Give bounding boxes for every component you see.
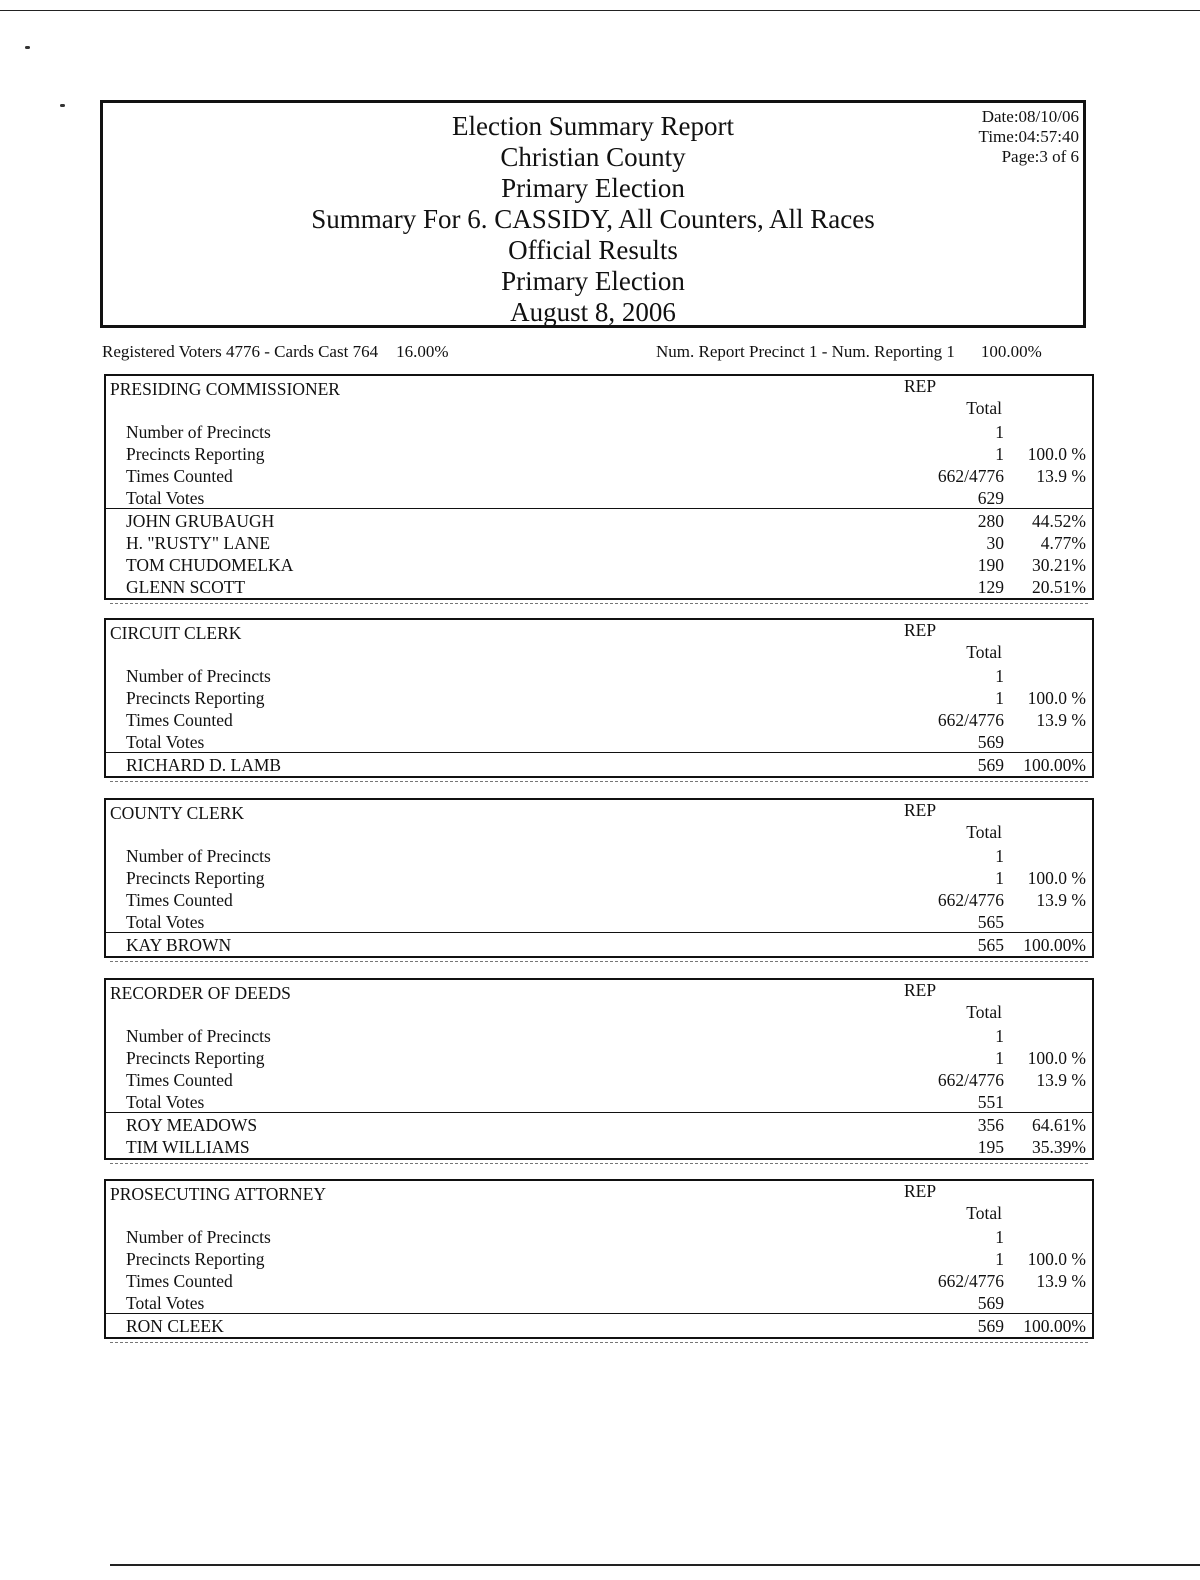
total-column-header: Total — [966, 398, 1002, 418]
race-rows — [106, 664, 1092, 775]
candidate-row — [106, 1135, 1092, 1157]
stat-row — [106, 464, 1092, 486]
race-rows — [106, 844, 1092, 955]
stat-row — [106, 420, 1092, 442]
stat-label: Times Counted — [126, 466, 233, 486]
party-label: REP — [904, 980, 937, 1000]
stat-value: 629 — [977, 488, 1004, 508]
stat-value: 662/4776 — [937, 466, 1004, 486]
candidate-row — [106, 1313, 1092, 1336]
race-box — [104, 1179, 1094, 1339]
stat-value: 1 — [995, 444, 1004, 464]
stat-pct: 100.0 % — [1027, 1048, 1086, 1068]
total-column-header: Total — [966, 1203, 1002, 1223]
stat-label: Times Counted — [126, 890, 233, 910]
candidate-votes: 280 — [977, 511, 1004, 531]
stat-pct: 13.9 % — [1036, 1271, 1086, 1291]
candidate-pct: 100.00% — [1023, 1316, 1086, 1336]
summary-for: Summary For 6. CASSIDY, All Counters, All Races — [311, 204, 875, 234]
total-column-header: Total — [966, 642, 1002, 662]
stat-pct: 13.9 % — [1036, 1070, 1086, 1090]
race-box — [104, 618, 1094, 778]
race-box — [104, 798, 1094, 958]
stat-value: 1 — [995, 868, 1004, 888]
stat-pct: 13.9 % — [1036, 710, 1086, 730]
stat-row — [106, 1225, 1092, 1247]
stat-value: 662/4776 — [937, 1070, 1004, 1090]
race-box — [104, 374, 1094, 600]
candidate-pct: 64.61% — [1032, 1115, 1086, 1135]
stat-label: Total Votes — [126, 912, 205, 932]
total-column-header: Total — [966, 822, 1002, 842]
candidate-votes: 569 — [977, 1316, 1004, 1336]
stat-row — [106, 686, 1092, 708]
candidate-votes: 190 — [977, 555, 1004, 575]
stat-row — [106, 1068, 1092, 1090]
election-type: Primary Election — [501, 173, 685, 203]
race-rows — [106, 1024, 1092, 1157]
registered-voters-text: Registered Voters 4776 - Cards Cast 764 — [102, 342, 379, 361]
stat-label: Precincts Reporting — [126, 444, 265, 464]
precinct-reporting-text: Num. Report Precinct 1 - Num. Reporting 1 — [656, 342, 955, 361]
stat-value: 569 — [977, 1293, 1004, 1313]
party-label: REP — [904, 1181, 937, 1201]
stat-row — [106, 1247, 1092, 1269]
total-column-header: Total — [966, 1002, 1002, 1022]
report-title-block — [103, 111, 1083, 328]
candidate-row — [106, 1112, 1092, 1135]
candidate-row — [106, 932, 1092, 955]
stat-row — [106, 442, 1092, 464]
stat-value: 1 — [995, 1249, 1004, 1269]
candidate-name: TIM WILLIAMS — [126, 1137, 250, 1157]
stat-label: Times Counted — [126, 1271, 233, 1291]
stat-label: Precincts Reporting — [126, 1249, 265, 1269]
race-title: PRESIDING COMMISSIONER — [110, 379, 340, 399]
candidate-votes: 30 — [986, 533, 1004, 553]
stat-row — [106, 664, 1092, 686]
candidate-pct: 100.00% — [1023, 935, 1086, 955]
stat-row — [106, 1046, 1092, 1068]
candidate-votes: 565 — [977, 935, 1004, 955]
report-header — [100, 100, 1086, 328]
stat-row — [106, 1024, 1092, 1046]
election-type-repeat: Primary Election — [501, 266, 685, 296]
top-rule — [0, 10, 1200, 11]
candidate-pct: 4.77% — [1040, 533, 1086, 553]
turnout-pct: 16.00% — [396, 342, 449, 361]
race-title: CIRCUIT CLERK — [110, 623, 242, 643]
stat-label: Times Counted — [126, 710, 233, 730]
stat-value: 662/4776 — [937, 710, 1004, 730]
report-title: Election Summary Report — [452, 111, 734, 141]
report-meta — [979, 107, 1079, 167]
stat-value: 1 — [995, 688, 1004, 708]
stat-row — [106, 730, 1092, 752]
candidate-name: RON CLEEK — [126, 1316, 224, 1336]
stat-label: Precincts Reporting — [126, 868, 265, 888]
stat-label: Number of Precincts — [126, 1026, 271, 1046]
stat-label: Number of Precincts — [126, 1227, 271, 1247]
candidate-votes: 129 — [977, 577, 1004, 597]
bottom-rule — [110, 1564, 1200, 1566]
stat-pct: 100.0 % — [1027, 1249, 1086, 1269]
stat-value: 565 — [977, 912, 1004, 932]
candidate-pct: 35.39% — [1032, 1137, 1086, 1157]
candidate-row — [106, 508, 1092, 531]
candidate-votes: 569 — [977, 755, 1004, 775]
report-time: Time:04:57:40 — [978, 127, 1079, 146]
stat-label: Total Votes — [126, 732, 205, 752]
stat-value: 1 — [995, 1026, 1004, 1046]
candidate-pct: 100.00% — [1023, 755, 1086, 775]
race-title: COUNTY CLERK — [110, 803, 245, 823]
race-rows — [106, 420, 1092, 597]
candidate-row — [106, 752, 1092, 775]
candidate-row — [106, 531, 1092, 553]
stat-label: Total Votes — [126, 1293, 205, 1313]
stat-pct: 13.9 % — [1036, 890, 1086, 910]
candidate-pct: 30.21% — [1032, 555, 1086, 575]
candidate-name: JOHN GRUBAUGH — [126, 511, 275, 531]
candidate-row — [106, 575, 1092, 597]
candidate-name: RICHARD D. LAMB — [126, 755, 282, 775]
candidate-name: KAY BROWN — [126, 935, 232, 955]
stat-value: 662/4776 — [937, 1271, 1004, 1291]
stat-label: Number of Precincts — [126, 422, 271, 442]
candidate-votes: 195 — [977, 1137, 1004, 1157]
race-title: RECORDER OF DEEDS — [110, 983, 291, 1003]
stat-row — [106, 1291, 1092, 1313]
stat-pct: 100.0 % — [1027, 444, 1086, 464]
party-label: REP — [904, 800, 937, 820]
precinct-reporting-summary — [656, 342, 1042, 362]
stat-label: Number of Precincts — [126, 846, 271, 866]
candidate-name: GLENN SCOTT — [126, 577, 246, 597]
stat-label: Precincts Reporting — [126, 1048, 265, 1068]
stat-row — [106, 486, 1092, 508]
scan-speck — [60, 104, 65, 107]
county-name: Christian County — [500, 142, 686, 172]
race-rows — [106, 1225, 1092, 1336]
race-title: PROSECUTING ATTORNEY — [110, 1184, 327, 1204]
stat-row — [106, 910, 1092, 932]
scan-speck — [25, 46, 30, 49]
race-box — [104, 978, 1094, 1160]
candidate-row — [106, 553, 1092, 575]
stat-label: Times Counted — [126, 1070, 233, 1090]
stat-value: 1 — [995, 422, 1004, 442]
stat-label: Number of Precincts — [126, 666, 271, 686]
candidate-name: H. "RUSTY" LANE — [126, 533, 271, 553]
stat-value: 1 — [995, 1048, 1004, 1068]
party-label: REP — [904, 620, 937, 640]
stat-value: 569 — [977, 732, 1004, 752]
candidate-name: ROY MEADOWS — [126, 1115, 258, 1135]
stat-row — [106, 1090, 1092, 1112]
results-status: Official Results — [508, 235, 678, 265]
stat-pct: 13.9 % — [1036, 466, 1086, 486]
party-label: REP — [904, 376, 937, 396]
stat-row — [106, 1269, 1092, 1291]
stat-value: 1 — [995, 1227, 1004, 1247]
candidate-pct: 20.51% — [1032, 577, 1086, 597]
candidate-pct: 44.52% — [1032, 511, 1086, 531]
stat-label: Total Votes — [126, 1092, 205, 1112]
candidate-name: TOM CHUDOMELKA — [126, 555, 294, 575]
stat-row — [106, 708, 1092, 730]
stat-label: Precincts Reporting — [126, 688, 265, 708]
stat-label: Total Votes — [126, 488, 205, 508]
stat-value: 662/4776 — [937, 890, 1004, 910]
stat-row — [106, 844, 1092, 866]
candidate-votes: 356 — [977, 1115, 1004, 1135]
election-date: August 8, 2006 — [510, 297, 676, 327]
stat-pct: 100.0 % — [1027, 688, 1086, 708]
report-date: Date:08/10/06 — [981, 107, 1079, 126]
stat-value: 1 — [995, 666, 1004, 686]
stat-row — [106, 866, 1092, 888]
stat-pct: 100.0 % — [1027, 868, 1086, 888]
precinct-reporting-pct: 100.00% — [980, 342, 1042, 361]
registered-voters-summary — [102, 342, 449, 362]
stat-value: 551 — [977, 1092, 1004, 1112]
stat-row — [106, 888, 1092, 910]
page-number: Page:3 of 6 — [1001, 147, 1079, 166]
stat-value: 1 — [995, 846, 1004, 866]
